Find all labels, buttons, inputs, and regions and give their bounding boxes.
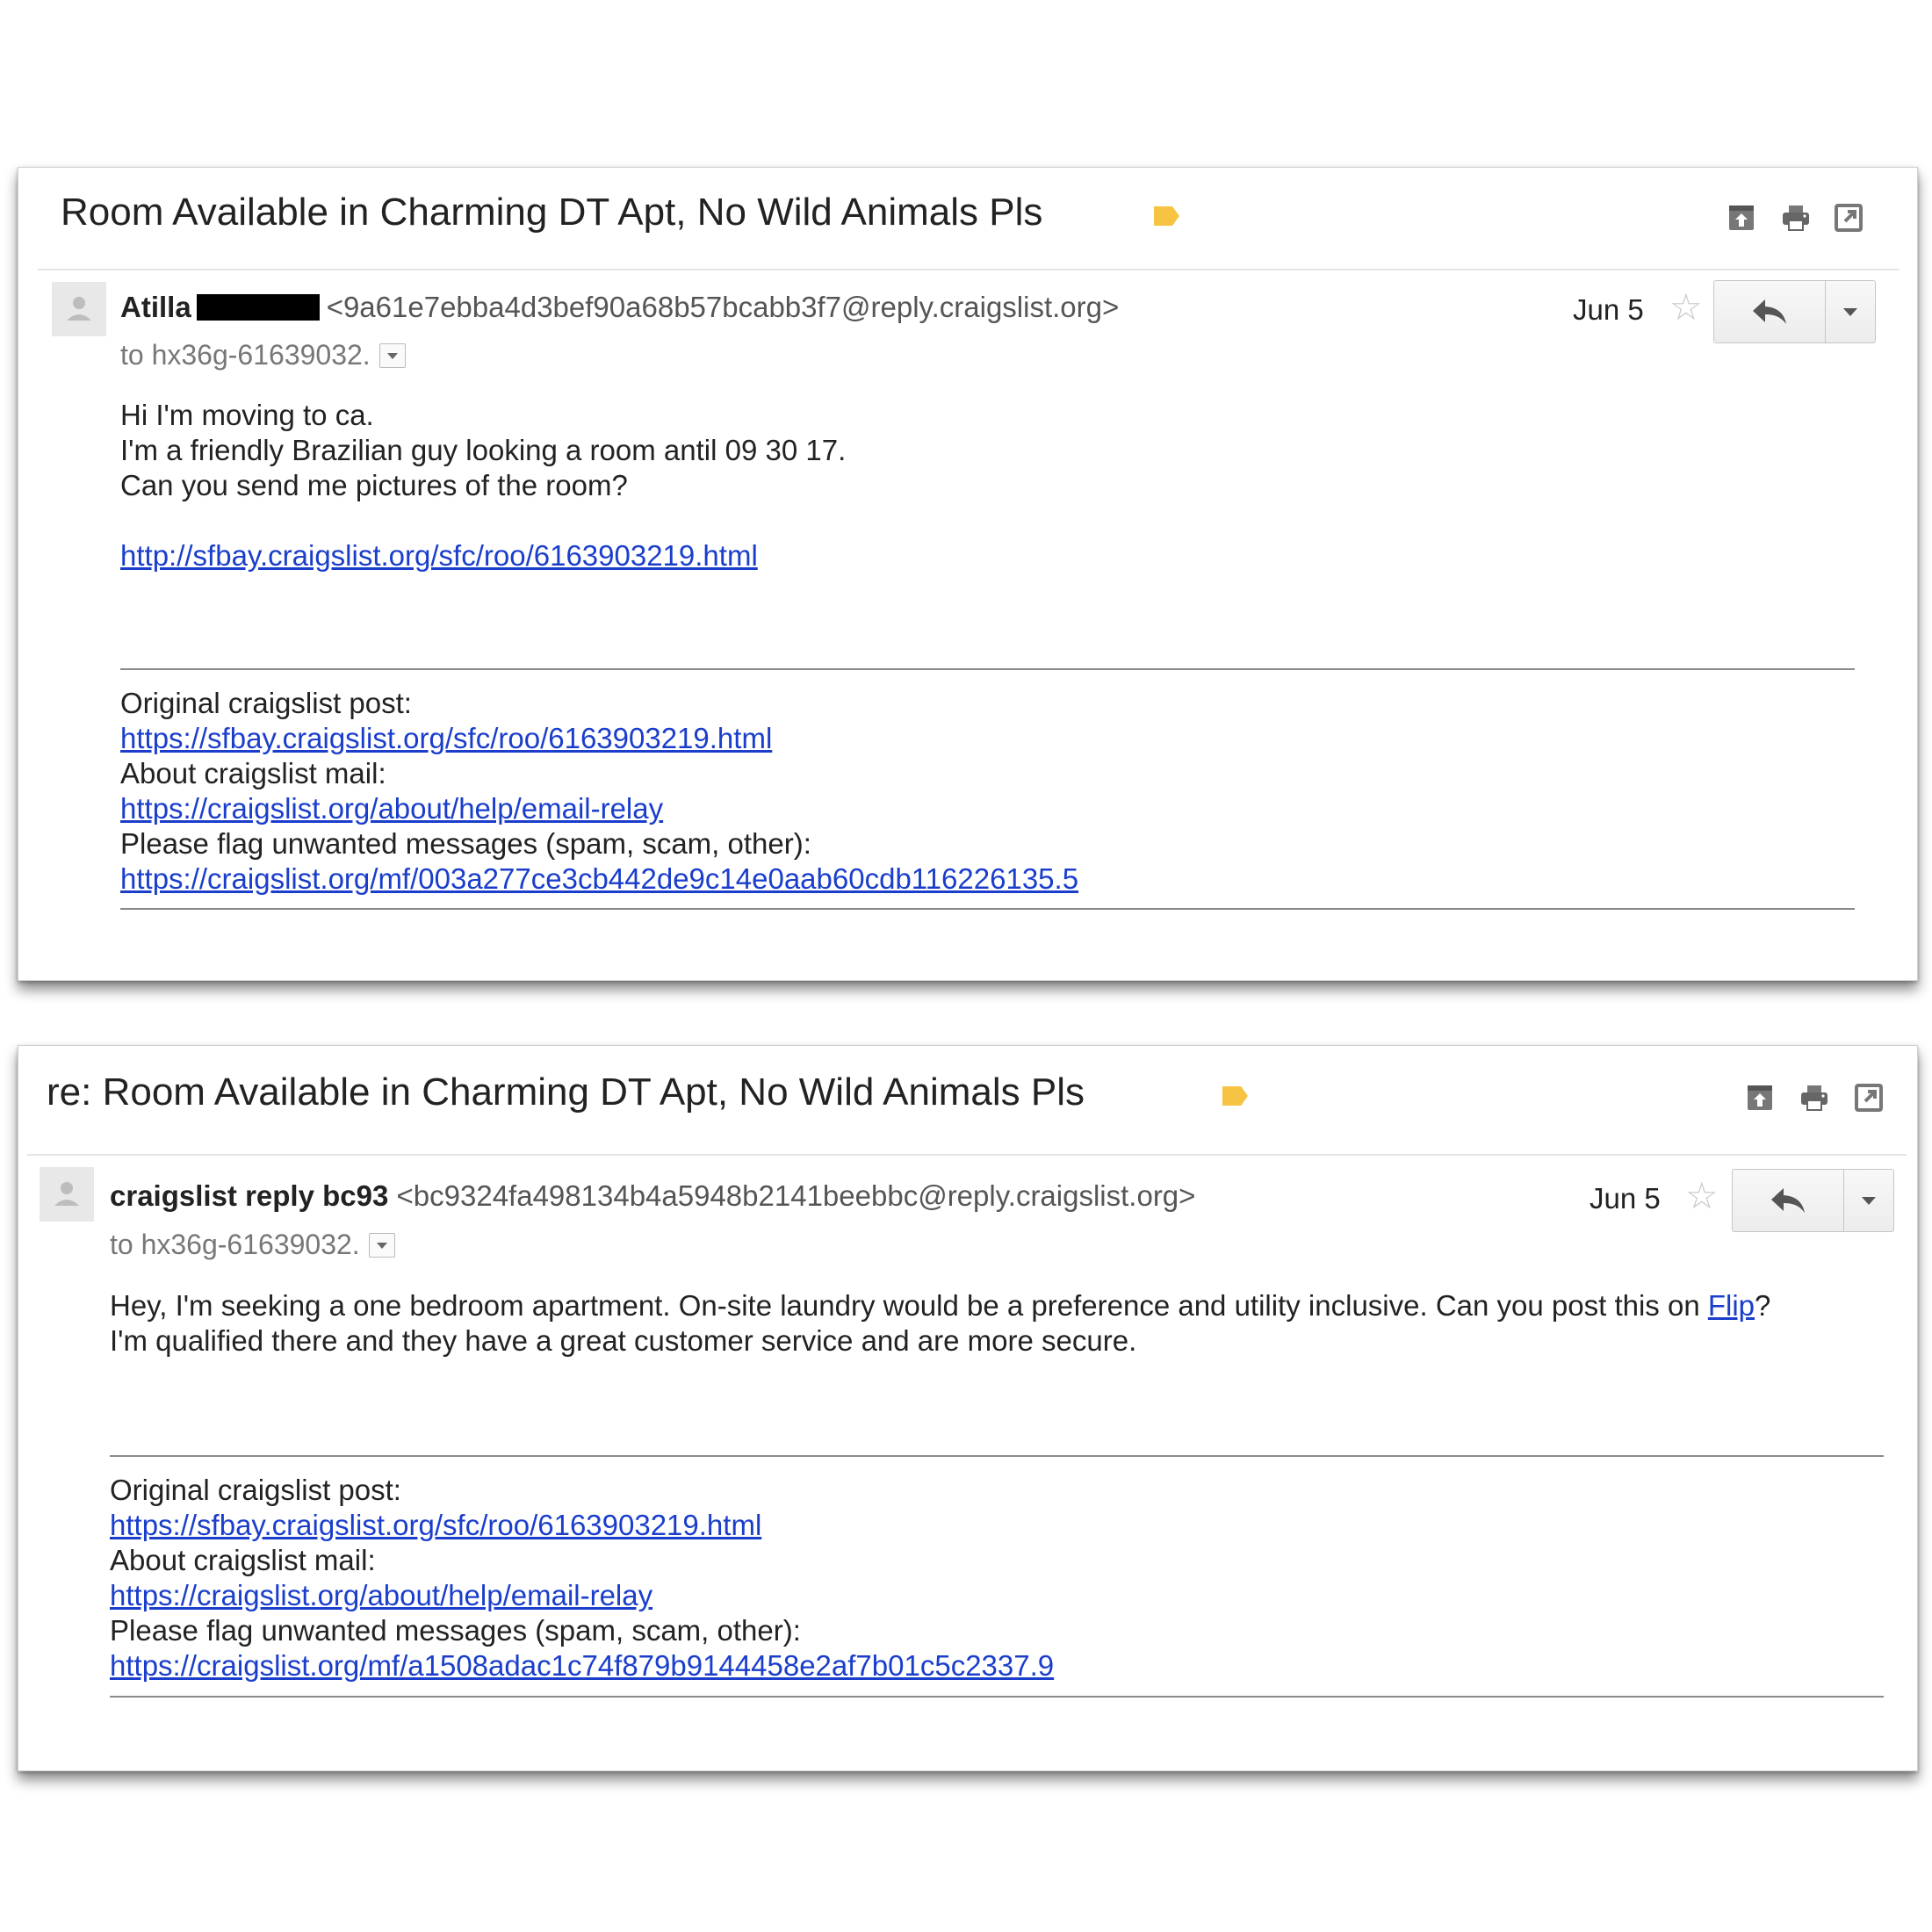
details-dropdown-icon[interactable] [369, 1233, 395, 1258]
footer-divider-bottom [120, 908, 1855, 910]
more-options-button[interactable] [1826, 280, 1876, 343]
craigslist-footer [110, 1473, 1054, 1683]
reply-button[interactable] [1713, 280, 1826, 343]
header-divider [38, 269, 1900, 270]
flag-label: Please flag unwanted messages (spam, scam, other): [110, 1614, 801, 1647]
footer-divider-top [110, 1455, 1884, 1457]
redacted-bar [197, 294, 320, 321]
archive-icon[interactable] [1727, 203, 1756, 233]
email-date: Jun 5 [1590, 1182, 1661, 1215]
listing-link[interactable]: http://sfbay.craigslist.org/sfc/roo/6163903219.html [120, 539, 758, 572]
label-tag-icon[interactable] [1220, 1085, 1250, 1107]
new-window-icon[interactable] [1834, 203, 1864, 233]
body-text-segment: ? [1755, 1289, 1771, 1322]
body-text-segment: Hey, I'm seeking a one bedroom apartment. On-site laundry would be a preference and utility inclusive. Can you post this on [110, 1289, 1708, 1322]
original-post-label: Original craigslist post: [110, 1474, 401, 1506]
print-icon[interactable] [1781, 203, 1811, 233]
email-message-1 [18, 167, 1918, 981]
body-line: Hi I'm moving to ca. [120, 399, 374, 431]
body-line: I'm qualified there and they have a great customer service and are more secure. [110, 1324, 1137, 1357]
recipient: to hx36g-61639032. [120, 339, 371, 371]
about-mail-link[interactable]: https://craigslist.org/about/help/email-relay [120, 792, 664, 825]
sender-email: <9a61e7ebba4d3bef90a68b57bcabb3f7@reply.craigslist.org> [326, 291, 1120, 323]
craigslist-footer [120, 686, 1078, 897]
reply-arrow-icon [1751, 298, 1788, 326]
email-subject: Room Available in Charming DT Apt, No Wild Animals Pls [61, 191, 1043, 234]
original-post-label: Original craigslist post: [120, 687, 412, 719]
print-icon[interactable] [1799, 1083, 1829, 1113]
chevron-down-icon [1862, 1197, 1876, 1205]
reply-button-group [1713, 280, 1876, 343]
archive-icon[interactable] [1745, 1083, 1775, 1113]
sender [110, 1179, 1195, 1213]
more-options-button[interactable] [1844, 1169, 1894, 1232]
reply-button[interactable] [1732, 1169, 1844, 1232]
footer-divider-bottom [110, 1696, 1884, 1698]
label-tag-icon[interactable] [1151, 205, 1181, 227]
body-line [110, 1288, 1770, 1323]
flag-label: Please flag unwanted messages (spam, scam, other): [120, 827, 811, 860]
about-mail-link[interactable]: https://craigslist.org/about/help/email-relay [110, 1579, 653, 1611]
star-icon[interactable]: ☆ [1685, 1175, 1719, 1216]
footer-divider-top [120, 668, 1855, 670]
email-body [120, 398, 846, 573]
flag-link[interactable]: https://craigslist.org/mf/a1508adac1c74f879b9144458e2af7b01c5c2337.9 [110, 1649, 1055, 1682]
header-divider [27, 1154, 1907, 1156]
sender-email: <bc9324fa498134b4a5948b2141beebbc@reply.craigslist.org> [396, 1179, 1196, 1212]
reply-arrow-icon [1770, 1186, 1806, 1215]
about-mail-label: About craigslist mail: [120, 757, 386, 789]
recipient: to hx36g-61639032. [110, 1229, 360, 1260]
recipient-line [120, 339, 406, 371]
flag-link[interactable]: https://craigslist.org/mf/003a277ce3cb442de9c14e0aab60cdb116226135.5 [120, 862, 1079, 895]
about-mail-label: About craigslist mail: [110, 1544, 376, 1576]
star-icon[interactable]: ☆ [1669, 286, 1703, 328]
reply-button-group [1732, 1169, 1894, 1232]
email-message-2 [18, 1045, 1918, 1771]
person-icon [40, 1167, 94, 1222]
email-date: Jun 5 [1573, 293, 1644, 326]
chevron-down-icon [1843, 308, 1857, 316]
details-dropdown-icon[interactable] [379, 343, 406, 368]
original-post-link[interactable]: https://sfbay.craigslist.org/sfc/roo/6163903219.html [110, 1509, 762, 1541]
recipient-line [110, 1229, 395, 1261]
body-line: I'm a friendly Brazilian guy looking a room antil 09 30 17. [120, 434, 847, 466]
sender-name: Atilla [120, 291, 191, 323]
sender [120, 291, 1119, 324]
email-body [110, 1288, 1770, 1359]
person-icon [52, 282, 106, 336]
sender-name: craigslist reply bc93 [110, 1179, 389, 1212]
email-subject: re: Room Available in Charming DT Apt, No Wild Animals Pls [47, 1071, 1085, 1114]
original-post-link[interactable]: https://sfbay.craigslist.org/sfc/roo/6163903219.html [120, 722, 773, 754]
new-window-icon[interactable] [1854, 1083, 1884, 1113]
flip-link[interactable]: Flip [1707, 1289, 1755, 1322]
body-line: Can you send me pictures of the room? [120, 469, 628, 501]
